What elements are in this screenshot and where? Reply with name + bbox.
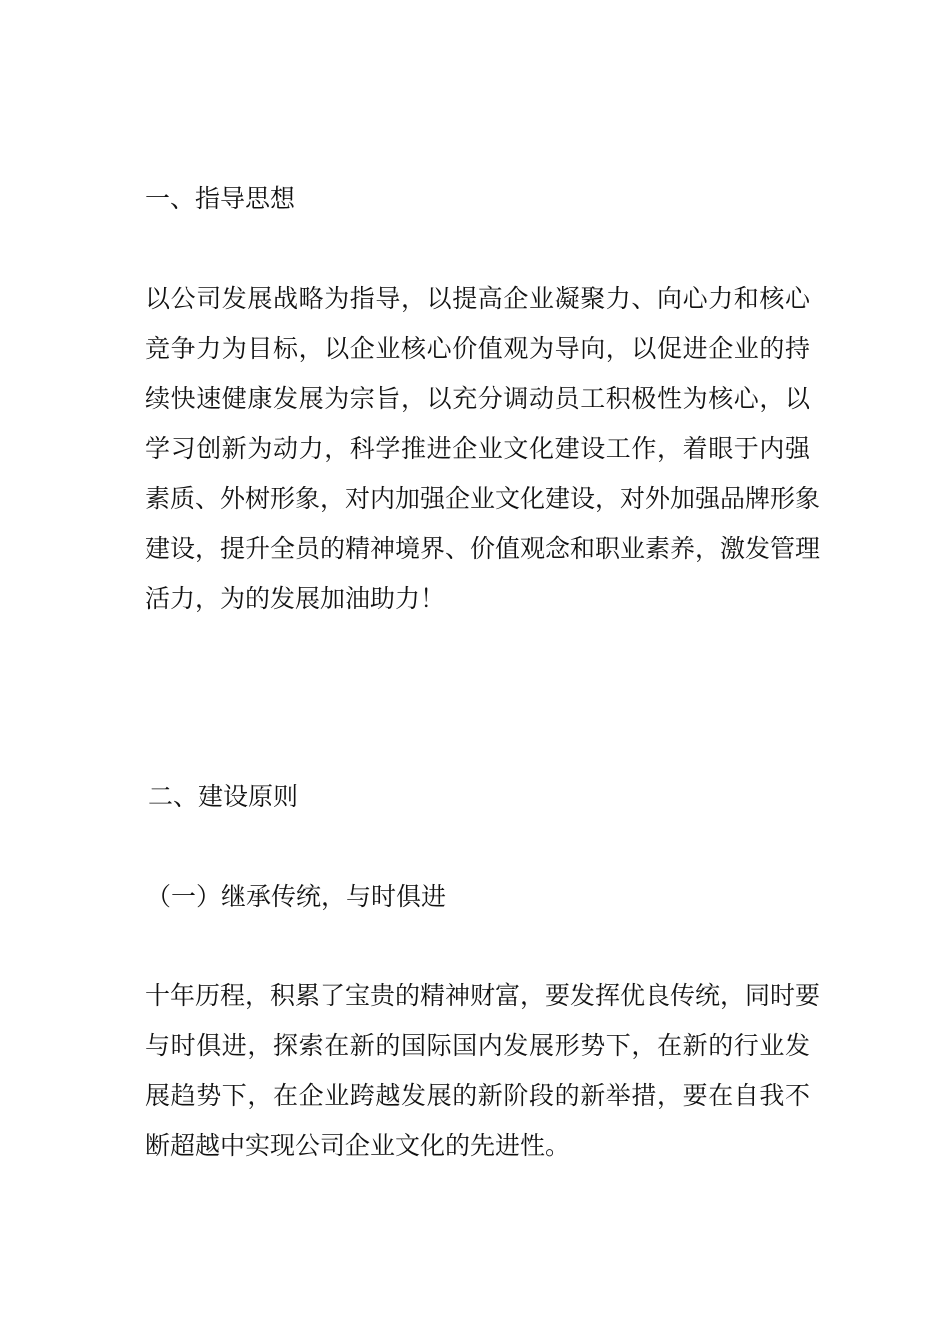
paragraph-line: 学习创新为动力，科学推进企业文化建设工作，着眼于内强 xyxy=(145,434,810,463)
paragraph-line: 素质、外树形象，对内加强企业文化建设，对外加强品牌形象 xyxy=(145,484,821,513)
paragraph-line: 十年历程，积累了宝贵的精神财富，要发挥优良传统，同时要 xyxy=(145,981,821,1010)
paragraph-line: 续快速健康发展为宗旨，以充分调动员工积极性为核心，以 xyxy=(145,384,810,413)
paragraph-line: 活力，为的发展加油助力！ xyxy=(145,584,446,613)
section-heading-construction-principles: 二、建设原则 xyxy=(148,782,299,811)
paragraph-line: 与时俱进，探索在新的国际国内发展形势下，在新的行业发 xyxy=(145,1031,810,1060)
paragraph-line: 展趋势下，在企业跨越发展的新阶段的新举措，要在自我不 xyxy=(145,1081,810,1110)
paragraph-line: 以公司发展战略为指导，以提高企业凝聚力、向心力和核心 xyxy=(145,284,810,313)
paragraph-line: 建设，提升全员的精神境界、价值观念和职业素养，激发管理 xyxy=(145,534,821,563)
paragraph-line: 竞争力为目标，以企业核心价值观为导向，以促进企业的持 xyxy=(145,334,810,363)
paragraph-line: 断超越中实现公司企业文化的先进性。 xyxy=(145,1131,571,1160)
paragraph-inherit-tradition xyxy=(145,971,821,1171)
subsection-heading-inherit-tradition: （一）继承传统，与时俱进 xyxy=(146,882,447,911)
section-heading-guiding-ideology: 一、指导思想 xyxy=(145,184,296,213)
paragraph-guiding-ideology xyxy=(145,274,821,624)
